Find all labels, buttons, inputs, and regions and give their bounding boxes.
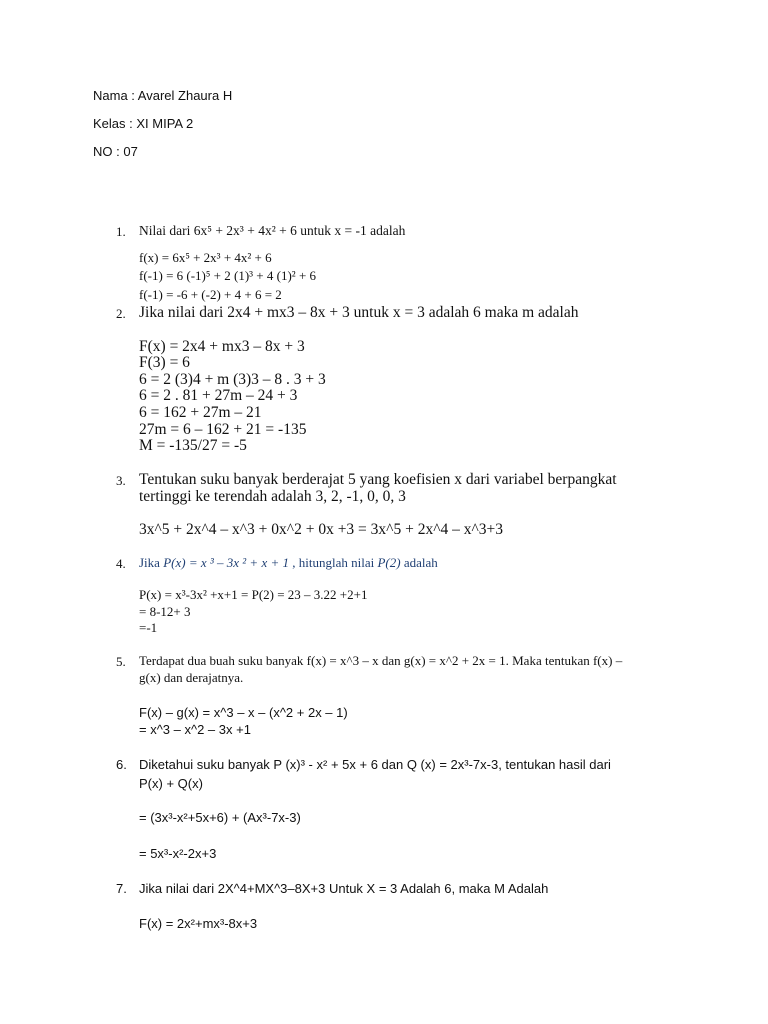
question-3-text-line-2: tertinggi ke terendah adalah 3, 2, -1, 0, 0, 3 <box>139 488 406 505</box>
question-5-answer-line: = x^3 – x^2 – 3x +1 <box>139 722 251 737</box>
question-4-formula: P(x) = x ³ – 3x ² + x + 1 <box>163 555 289 570</box>
question-2-answer-line: F(x) = 2x4 + mx3 – 8x + 3 <box>139 338 305 355</box>
question-1-answer-line: f(-1) = -6 + (-2) + 4 + 6 = 2 <box>139 287 282 302</box>
question-2-answer-line: F(3) = 6 <box>139 354 190 371</box>
question-6-number: 6. <box>116 757 127 772</box>
question-7-text: Jika nilai dari 2X^4+MX^3–8X+3 Untuk X = 3 Adalah 6, maka M Adalah <box>139 881 549 896</box>
question-1-number: 1. <box>116 224 126 239</box>
question-7-answer-line: F(x) = 2x²+mx³-8x+3 <box>139 916 258 931</box>
question-4-answer-line: P(x) = x³-3x² +x+1 = P(2) = 23 – 3.22 +2+1 <box>139 587 368 602</box>
question-1-answer-line: f(-1) = 6 (-1)⁵ + 2 (1)³ + 4 (1)² + 6 <box>139 268 317 283</box>
question-2-answer-line: 6 = 162 + 27m – 21 <box>139 404 262 421</box>
question-2-answer-line: 6 = 2 (3)4 + m (3)3 – 8 . 3 + 3 <box>139 371 326 388</box>
question-4-text <box>139 555 438 571</box>
question-2-number: 2. <box>116 306 126 321</box>
question-1-answer-line: f(x) = 6x⁵ + 2x³ + 4x² + 6 <box>139 250 272 265</box>
question-5-text-line-1: Terdapat dua buah suku banyak f(x) = x^3 – x dan g(x) = x^2 + 2x = 1. Maka tentukan f(x) – <box>139 653 623 668</box>
student-name: Nama : Avarel Zhaura H <box>93 88 233 103</box>
question-7-number: 7. <box>116 881 127 896</box>
question-4-suffix: adalah <box>400 555 438 570</box>
question-6-text-line-2: P(x) + Q(x) <box>139 776 203 791</box>
question-3-text-line-1: Tentukan suku banyak berderajat 5 yang koefisien x dari variabel berpangkat <box>139 471 617 488</box>
student-number: NO : 07 <box>93 144 138 159</box>
question-4-prefix: Jika <box>139 555 164 570</box>
question-2-text: Jika nilai dari 2x4 + mx3 – 8x + 3 untuk x = 3 adalah 6 maka m adalah <box>139 304 579 321</box>
question-1-text: Nilai dari 6x⁵ + 2x³ + 4x² + 6 untuk x = -1 adalah <box>139 223 406 238</box>
question-4-answer-line: =-1 <box>139 620 158 635</box>
question-4-number: 4. <box>116 556 126 571</box>
question-6-answer-line: = (3x³-x²+5x+6) + (Ax³-7x-3) <box>139 810 301 825</box>
student-class: Kelas : XI MIPA 2 <box>93 116 194 131</box>
question-4-answer-line: = 8-12+ 3 <box>139 604 191 619</box>
question-2-answer-line: 6 = 2 . 81 + 27m – 24 + 3 <box>139 387 298 404</box>
question-4-middle: , hitunglah nilai <box>289 555 378 570</box>
question-3-number: 3. <box>116 473 126 488</box>
question-5-number: 5. <box>116 654 126 669</box>
question-2-answer-line: 27m = 6 – 162 + 21 = -135 <box>139 421 307 438</box>
question-5-text-line-2: g(x) dan derajatnya. <box>139 670 244 685</box>
question-5-answer-line: F(x) – g(x) = x^3 – x – (x^2 + 2x – 1) <box>139 705 348 720</box>
question-6-text-line-1: Diketahui suku banyak P (x)³ - x² + 5x + 6 dan Q (x) = 2x³-7x-3, tentukan hasil dari <box>139 757 611 772</box>
question-3-answer: 3x^5 + 2x^4 – x^3 + 0x^2 + 0x +3 = 3x^5 + 2x^4 – x^3+3 <box>139 521 503 538</box>
question-6-answer-line: = 5x³-x²-2x+3 <box>139 846 217 861</box>
question-2-answer-line: M = -135/27 = -5 <box>139 437 247 454</box>
question-4-formula-2: P(2) <box>377 555 401 570</box>
